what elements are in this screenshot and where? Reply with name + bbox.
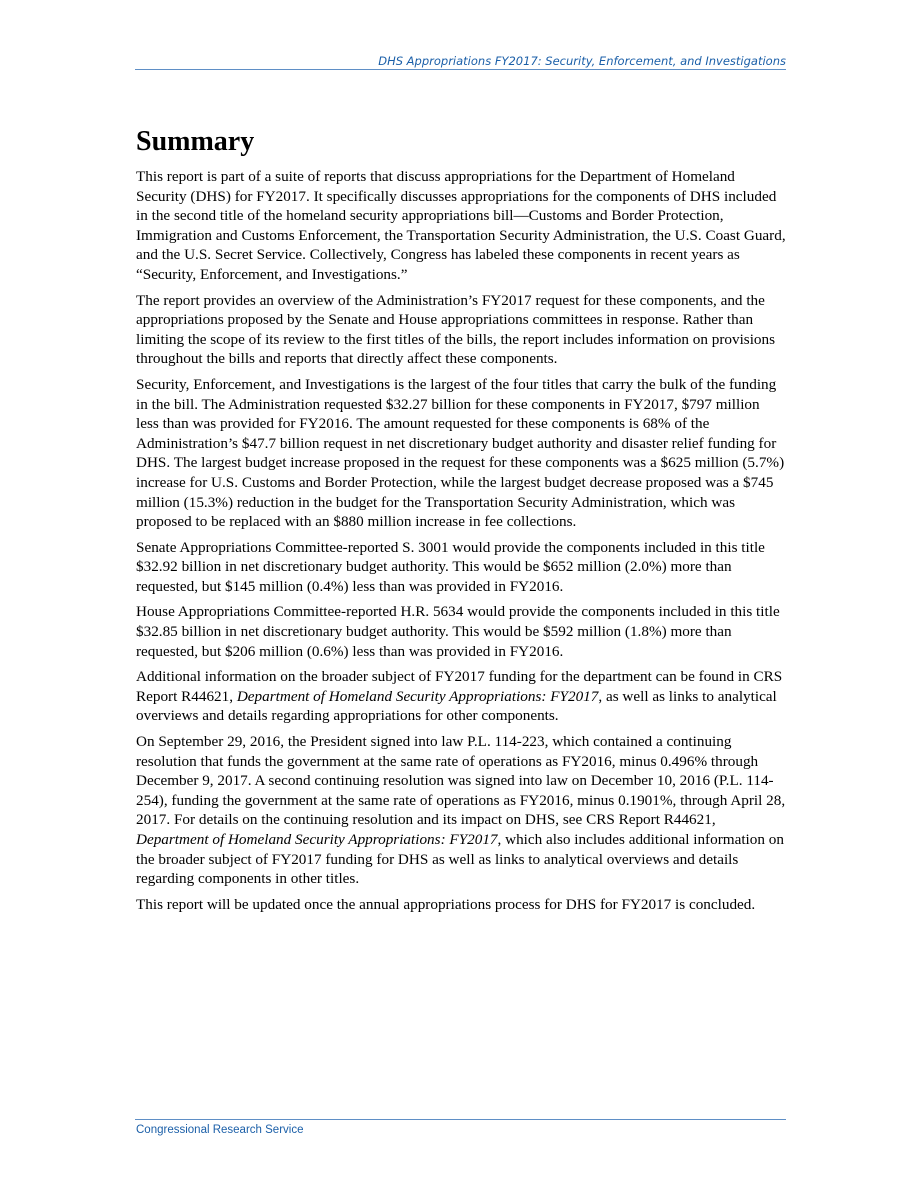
paragraph-7-text-after: , which also includes additional information on the broader subject of FY2017 funding for DHS as well as links to analytical overviews and details regarding components in other titles. [136, 831, 784, 888]
paragraph-7-text-before: On September 29, 2016, the President signed into law P.L. 114-223, which contained a continuing resolution that funds the government at the same rate of operations as FY2016, minus 0.496% through December 9, 2017. A second continuing resolution was signed into law on December 10, 2016 (P.L. 114-254), funding the government at the same rate of operations as FY2016, minus 0.1901%, through April 28, 2017. For details on the continuing resolution and its impact on DHS, see CRS Report R44621, [136, 733, 786, 829]
summary-paragraph-7 [136, 732, 786, 889]
running-header-title: DHS Appropriations FY2017: Security, Enforcement, and Investigations [378, 54, 786, 68]
summary-paragraph-1: This report is part of a suite of reports that discuss appropriations for the Department of Homeland Security (DHS) for FY2017. It specifically discusses appropriations for the components of DHS included in the second title of the homeland security appropriations bill—Customs and Border Protection, Immigration and Customs Enforcement, the Transportation Security Administration, the U.S. Coast Guard, and the U.S. Secret Service. Collectively, Congress has labeled these components in recent years as “Security, Enforcement, and Investigations.” [136, 168, 786, 283]
summary-paragraph-2: The report provides an overview of the Administration’s FY2017 request for these components, and the appropriations proposed by the Senate and House appropriations committees in response. Rather than limiting the scope of its review to the first titles of the bills, the report includes information on provisions throughout the bills and reports that directly affect these components. [136, 291, 776, 368]
summary-section [136, 122, 786, 920]
paragraph-6-text-before: Additional information on the broader subject of FY2017 funding for the department can be found in CRS Report R44621, [136, 668, 783, 705]
header-divider [135, 69, 786, 70]
footer-divider [135, 1119, 786, 1120]
report-title-reference: Department of Homeland Security Appropriations: FY2017 [136, 831, 498, 848]
footer-publisher: Congressional Research Service [136, 1124, 304, 1136]
report-title-link: Department of Homeland Security Appropriations: FY2017 [236, 687, 599, 705]
summary-paragraph-6 [136, 667, 786, 726]
summary-paragraph-5: House Appropriations Committee-reported H.R. 5634 would provide the components included in this title $32.85 billion in net discretionary budget authority. This would be $592 million (1.8%) more than requested, but $206 million (0.6%) less than was provided in FY2016. [136, 603, 780, 660]
summary-heading: Summary [136, 126, 255, 157]
summary-paragraph-3: Security, Enforcement, and Investigations is the largest of the four titles that carry the bulk of the funding in the bill. The Administration requested $32.27 billion for these components in FY2017, $797 million less than was provided for FY2016. The amount requested for these components is 68% of the Administration’s $47.7 billion request in net discretionary budget authority and disaster relief funding for DHS. The largest budget increase proposed in the request for these components was a $625 million (5.7%) increase for U.S. Customs and Border Protection, while the largest budget decrease proposed was a $745 million (15.3%) reduction in the budget for the Transportation Security Administration, which was proposed to be replaced with an $880 million increase in fee collections. [136, 375, 785, 531]
summary-paragraph-4: Senate Appropriations Committee-reported S. 3001 would provide the components included in this title $32.92 billion in net discretionary budget authority. This would be $652 million (2.0%) more than requested, but $145 million (0.4%) less than was provided in FY2016. [136, 538, 765, 595]
summary-paragraph-8: This report will be updated once the annual appropriations process for DHS for FY2017 is concluded. [136, 895, 756, 913]
paragraph-6-text-after: , as well as links to analytical overviews and details regarding appropriations for other components. [136, 687, 777, 725]
